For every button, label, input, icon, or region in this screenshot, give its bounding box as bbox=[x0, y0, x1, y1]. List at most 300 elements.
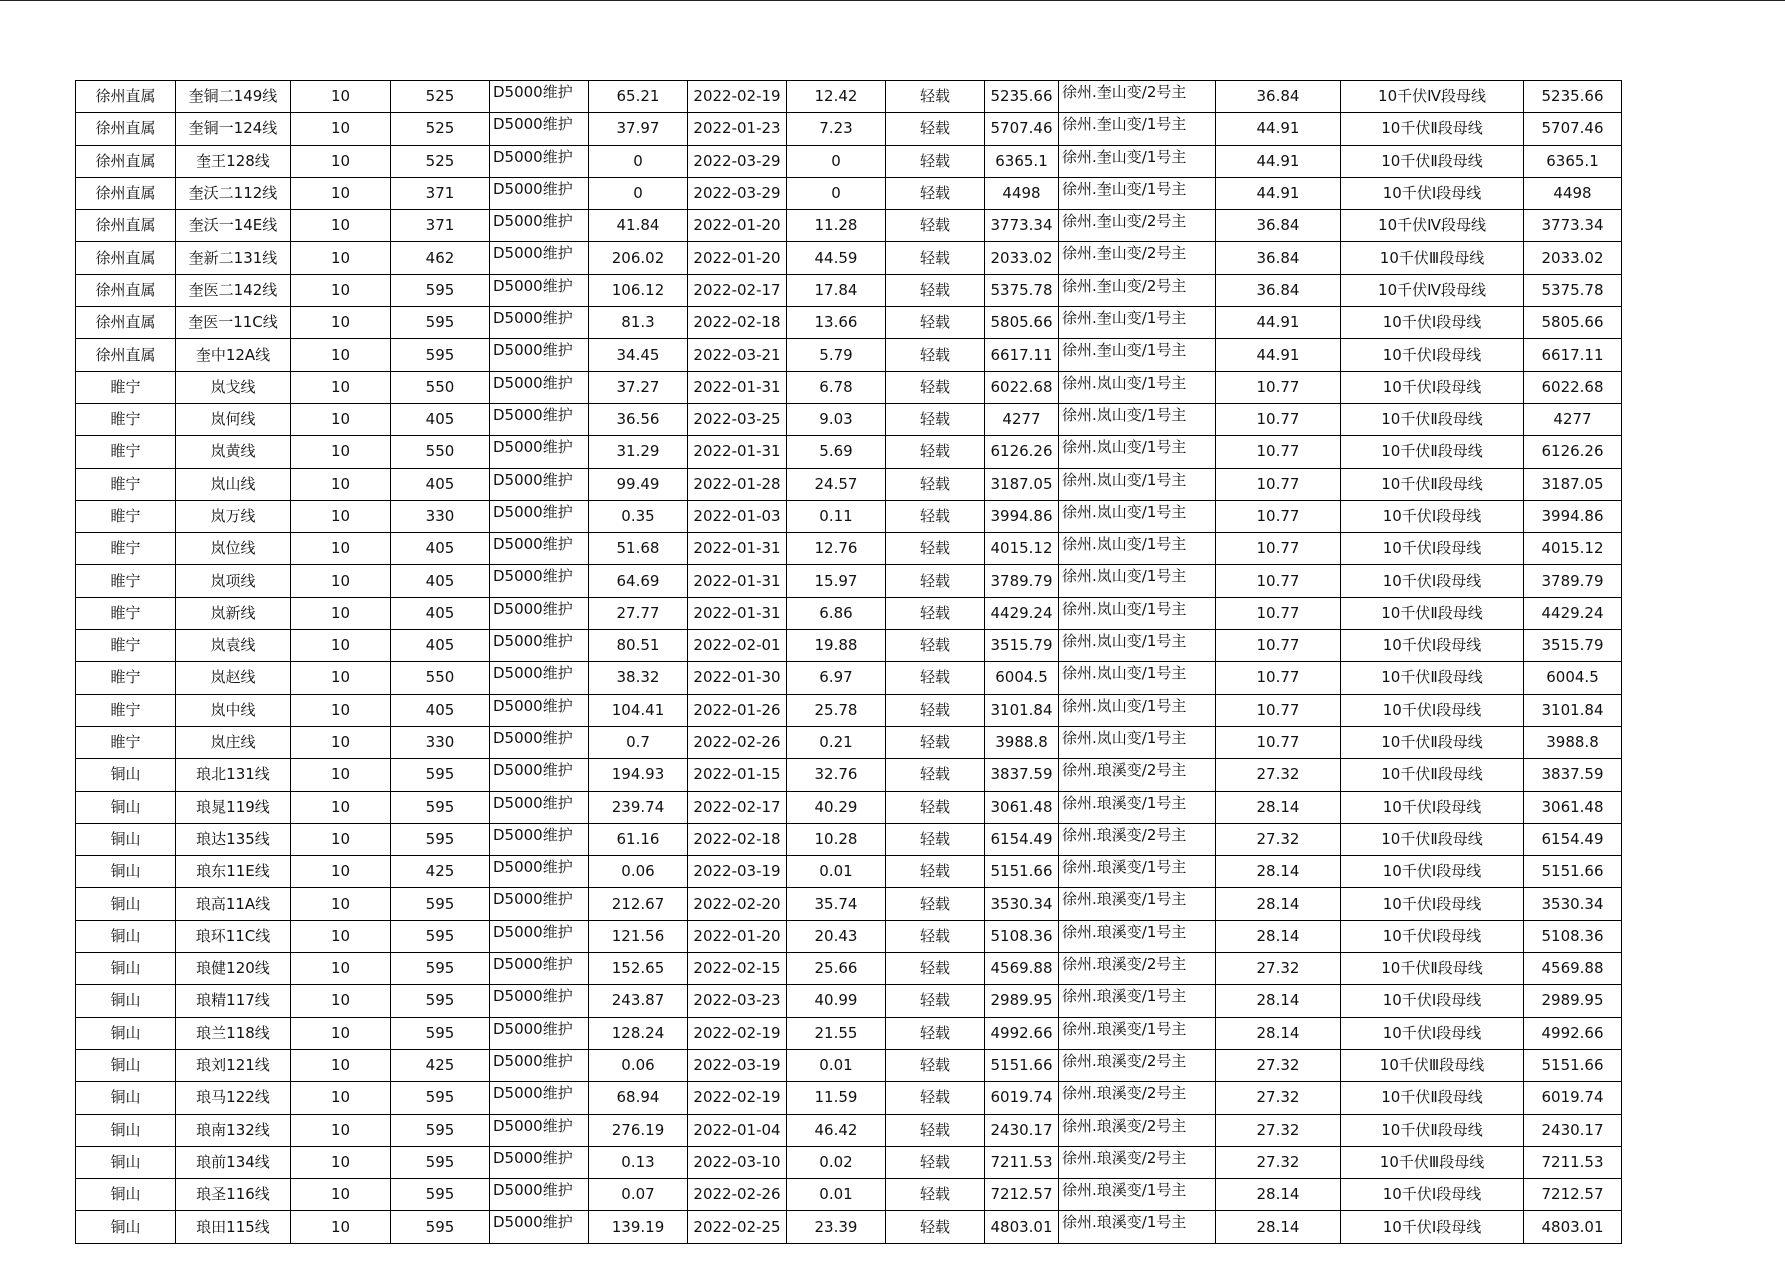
cell-voltage: 10 bbox=[291, 726, 391, 758]
cell-current: 37.97 bbox=[589, 113, 688, 145]
cell-district: 徐州直属 bbox=[76, 210, 176, 242]
cell-data-source bbox=[490, 113, 589, 145]
cell-text: D5000维护 bbox=[493, 438, 573, 457]
cell-capacity: 3837.59 bbox=[1524, 759, 1622, 791]
cell-data-source bbox=[490, 856, 589, 888]
cell-margin: 6019.74 bbox=[985, 1082, 1059, 1114]
cell-substation-transformer bbox=[1059, 210, 1216, 242]
cell-margin: 4569.88 bbox=[985, 953, 1059, 985]
cell-transformer-load-rate: 10.77 bbox=[1216, 597, 1341, 629]
cell-current: 0.7 bbox=[589, 726, 688, 758]
cell-voltage: 10 bbox=[291, 759, 391, 791]
table-row bbox=[76, 856, 1622, 888]
cell-margin: 5151.66 bbox=[985, 856, 1059, 888]
cell-text: 徐州.琅溪变/2号主 bbox=[1062, 1116, 1187, 1135]
cell-text: 徐州.岚山变/1号主 bbox=[1062, 567, 1187, 586]
cell-capacity: 4803.01 bbox=[1524, 1211, 1622, 1243]
cell-transformer-load-rate: 36.84 bbox=[1216, 81, 1341, 113]
table-row bbox=[76, 1082, 1622, 1114]
cell-text: D5000维护 bbox=[493, 890, 573, 909]
cell-capacity: 3187.05 bbox=[1524, 468, 1622, 500]
cell-voltage: 10 bbox=[291, 113, 391, 145]
cell-load-rate: 25.66 bbox=[787, 953, 886, 985]
cell-margin: 4429.24 bbox=[985, 597, 1059, 629]
cell-load-status: 轻载 bbox=[886, 307, 985, 339]
cell-date: 2022-03-25 bbox=[688, 403, 787, 435]
cell-current: 61.16 bbox=[589, 823, 688, 855]
cell-text: 徐州.岚山变/1号主 bbox=[1062, 373, 1187, 392]
cell-line-name: 奎王128线 bbox=[176, 145, 291, 177]
cell-text: 徐州.琅溪变/1号主 bbox=[1062, 1213, 1187, 1232]
cell-district: 铜山 bbox=[76, 759, 176, 791]
cell-data-source bbox=[490, 242, 589, 274]
table-row bbox=[76, 403, 1622, 435]
cell-current: 64.69 bbox=[589, 565, 688, 597]
cell-voltage: 10 bbox=[291, 597, 391, 629]
cell-district: 睢宁 bbox=[76, 436, 176, 468]
cell-rated-current: 405 bbox=[391, 468, 490, 500]
cell-transformer-load-rate: 10.77 bbox=[1216, 726, 1341, 758]
cell-data-source bbox=[490, 274, 589, 306]
cell-line-name: 奎铜一124线 bbox=[176, 113, 291, 145]
cell-capacity: 3530.34 bbox=[1524, 888, 1622, 920]
cell-bus-section: 10千伏Ⅰ段母线 bbox=[1341, 500, 1524, 532]
cell-bus-section: 10千伏Ⅰ段母线 bbox=[1341, 1179, 1524, 1211]
cell-rated-current: 595 bbox=[391, 985, 490, 1017]
cell-rated-current: 595 bbox=[391, 274, 490, 306]
cell-bus-section: 10千伏Ⅰ段母线 bbox=[1341, 985, 1524, 1017]
table-row bbox=[76, 339, 1622, 371]
cell-rated-current: 405 bbox=[391, 597, 490, 629]
table-row bbox=[76, 791, 1622, 823]
cell-voltage: 10 bbox=[291, 888, 391, 920]
cell-date: 2022-02-18 bbox=[688, 823, 787, 855]
cell-margin: 3515.79 bbox=[985, 630, 1059, 662]
cell-line-name: 奎铜二149线 bbox=[176, 81, 291, 113]
cell-load-status: 轻载 bbox=[886, 791, 985, 823]
cell-data-source bbox=[490, 307, 589, 339]
cell-bus-section: 10千伏Ⅰ段母线 bbox=[1341, 565, 1524, 597]
cell-capacity: 6617.11 bbox=[1524, 339, 1622, 371]
cell-margin: 3837.59 bbox=[985, 759, 1059, 791]
cell-load-status: 轻载 bbox=[886, 1082, 985, 1114]
cell-line-name: 琅达135线 bbox=[176, 823, 291, 855]
cell-data-source bbox=[490, 339, 589, 371]
table-row bbox=[76, 274, 1622, 306]
cell-rated-current: 595 bbox=[391, 1017, 490, 1049]
cell-text: D5000维护 bbox=[493, 922, 573, 941]
cell-substation-transformer bbox=[1059, 500, 1216, 532]
table-row bbox=[76, 145, 1622, 177]
cell-rated-current: 595 bbox=[391, 1146, 490, 1178]
cell-data-source bbox=[490, 371, 589, 403]
cell-voltage: 10 bbox=[291, 823, 391, 855]
cell-current: 106.12 bbox=[589, 274, 688, 306]
cell-line-name: 琅兰118线 bbox=[176, 1017, 291, 1049]
cell-text: 徐州.琅溪变/1号主 bbox=[1062, 987, 1187, 1006]
cell-date: 2022-02-19 bbox=[688, 81, 787, 113]
table-row bbox=[76, 500, 1622, 532]
cell-line-name: 琅北131线 bbox=[176, 759, 291, 791]
cell-load-status: 轻载 bbox=[886, 565, 985, 597]
cell-transformer-load-rate: 36.84 bbox=[1216, 274, 1341, 306]
cell-bus-section: 10千伏Ⅱ段母线 bbox=[1341, 468, 1524, 500]
cell-transformer-load-rate: 10.77 bbox=[1216, 436, 1341, 468]
cell-current: 206.02 bbox=[589, 242, 688, 274]
cell-capacity: 6154.49 bbox=[1524, 823, 1622, 855]
cell-load-status: 轻载 bbox=[886, 533, 985, 565]
cell-text: D5000维护 bbox=[493, 115, 573, 134]
cell-district: 睢宁 bbox=[76, 726, 176, 758]
cell-capacity: 2430.17 bbox=[1524, 1114, 1622, 1146]
table-row bbox=[76, 920, 1622, 952]
cell-capacity: 3789.79 bbox=[1524, 565, 1622, 597]
cell-bus-section: 10千伏Ⅰ段母线 bbox=[1341, 177, 1524, 209]
cell-current: 36.56 bbox=[589, 403, 688, 435]
cell-date: 2022-01-23 bbox=[688, 113, 787, 145]
cell-data-source bbox=[490, 1049, 589, 1081]
cell-capacity: 6019.74 bbox=[1524, 1082, 1622, 1114]
cell-text: D5000维护 bbox=[493, 244, 573, 263]
cell-substation-transformer bbox=[1059, 436, 1216, 468]
cell-rated-current: 595 bbox=[391, 307, 490, 339]
cell-text: 徐州.岚山变/1号主 bbox=[1062, 599, 1187, 618]
cell-margin: 3994.86 bbox=[985, 500, 1059, 532]
cell-load-status: 轻载 bbox=[886, 403, 985, 435]
cell-text: 徐州.琅溪变/2号主 bbox=[1062, 1051, 1187, 1070]
cell-rated-current: 595 bbox=[391, 791, 490, 823]
cell-text: D5000维护 bbox=[493, 502, 573, 521]
cell-district: 徐州直属 bbox=[76, 242, 176, 274]
cell-load-status: 轻载 bbox=[886, 210, 985, 242]
cell-bus-section: 10千伏Ⅲ段母线 bbox=[1341, 1146, 1524, 1178]
cell-voltage: 10 bbox=[291, 856, 391, 888]
cell-capacity: 6004.5 bbox=[1524, 662, 1622, 694]
cell-text: D5000维护 bbox=[493, 470, 573, 489]
cell-substation-transformer bbox=[1059, 759, 1216, 791]
cell-rated-current: 595 bbox=[391, 920, 490, 952]
cell-load-status: 轻载 bbox=[886, 630, 985, 662]
cell-load-rate: 0 bbox=[787, 145, 886, 177]
cell-district: 铜山 bbox=[76, 823, 176, 855]
cell-text: 徐州.琅溪变/1号主 bbox=[1062, 922, 1187, 941]
table-row bbox=[76, 1146, 1622, 1178]
cell-bus-section: 10千伏Ⅰ段母线 bbox=[1341, 307, 1524, 339]
cell-margin: 5375.78 bbox=[985, 274, 1059, 306]
cell-load-rate: 0.01 bbox=[787, 1179, 886, 1211]
cell-rated-current: 425 bbox=[391, 856, 490, 888]
cell-load-status: 轻载 bbox=[886, 856, 985, 888]
cell-substation-transformer bbox=[1059, 1082, 1216, 1114]
cell-margin: 3530.34 bbox=[985, 888, 1059, 920]
cell-line-name: 琅环11C线 bbox=[176, 920, 291, 952]
cell-date: 2022-02-18 bbox=[688, 307, 787, 339]
cell-line-name: 岚山线 bbox=[176, 468, 291, 500]
cell-load-rate: 0 bbox=[787, 177, 886, 209]
cell-voltage: 10 bbox=[291, 145, 391, 177]
cell-margin: 4015.12 bbox=[985, 533, 1059, 565]
cell-margin: 5805.66 bbox=[985, 307, 1059, 339]
cell-capacity: 4498 bbox=[1524, 177, 1622, 209]
cell-substation-transformer bbox=[1059, 177, 1216, 209]
cell-district: 铜山 bbox=[76, 856, 176, 888]
cell-current: 65.21 bbox=[589, 81, 688, 113]
cell-capacity: 5108.36 bbox=[1524, 920, 1622, 952]
cell-voltage: 10 bbox=[291, 985, 391, 1017]
cell-margin: 5235.66 bbox=[985, 81, 1059, 113]
cell-date: 2022-03-19 bbox=[688, 856, 787, 888]
cell-capacity: 3101.84 bbox=[1524, 694, 1622, 726]
cell-capacity: 4569.88 bbox=[1524, 953, 1622, 985]
cell-margin: 6022.68 bbox=[985, 371, 1059, 403]
cell-margin: 4803.01 bbox=[985, 1211, 1059, 1243]
cell-line-name: 奎沃二112线 bbox=[176, 177, 291, 209]
cell-district: 铜山 bbox=[76, 920, 176, 952]
cell-margin: 4277 bbox=[985, 403, 1059, 435]
cell-district: 徐州直属 bbox=[76, 307, 176, 339]
cell-rated-current: 550 bbox=[391, 662, 490, 694]
cell-bus-section: 10千伏Ⅳ段母线 bbox=[1341, 274, 1524, 306]
cell-district: 徐州直属 bbox=[76, 113, 176, 145]
cell-load-rate: 15.97 bbox=[787, 565, 886, 597]
cell-text: D5000维护 bbox=[493, 535, 573, 554]
cell-load-status: 轻载 bbox=[886, 468, 985, 500]
cell-transformer-load-rate: 36.84 bbox=[1216, 210, 1341, 242]
cell-transformer-load-rate: 27.32 bbox=[1216, 1114, 1341, 1146]
cell-line-name: 琅精117线 bbox=[176, 985, 291, 1017]
cell-load-rate: 6.97 bbox=[787, 662, 886, 694]
cell-margin: 3789.79 bbox=[985, 565, 1059, 597]
cell-current: 194.93 bbox=[589, 759, 688, 791]
cell-line-name: 琅圣116线 bbox=[176, 1179, 291, 1211]
table-row bbox=[76, 210, 1622, 242]
cell-load-status: 轻载 bbox=[886, 1114, 985, 1146]
cell-margin: 6617.11 bbox=[985, 339, 1059, 371]
cell-bus-section: 10千伏Ⅰ段母线 bbox=[1341, 630, 1524, 662]
cell-voltage: 10 bbox=[291, 242, 391, 274]
cell-load-rate: 35.74 bbox=[787, 888, 886, 920]
cell-line-name: 奎中12A线 bbox=[176, 339, 291, 371]
cell-line-name: 琅田115线 bbox=[176, 1211, 291, 1243]
cell-district: 睢宁 bbox=[76, 630, 176, 662]
cell-substation-transformer bbox=[1059, 856, 1216, 888]
cell-text: D5000维护 bbox=[493, 632, 573, 651]
cell-data-source bbox=[490, 1179, 589, 1211]
cell-district: 铜山 bbox=[76, 1049, 176, 1081]
cell-bus-section: 10千伏Ⅳ段母线 bbox=[1341, 81, 1524, 113]
cell-line-name: 琅刘121线 bbox=[176, 1049, 291, 1081]
cell-data-source bbox=[490, 1114, 589, 1146]
cell-line-name: 岚何线 bbox=[176, 403, 291, 435]
cell-date: 2022-03-21 bbox=[688, 339, 787, 371]
cell-rated-current: 595 bbox=[391, 1114, 490, 1146]
cell-transformer-load-rate: 28.14 bbox=[1216, 1179, 1341, 1211]
cell-district: 睢宁 bbox=[76, 403, 176, 435]
cell-margin: 2033.02 bbox=[985, 242, 1059, 274]
cell-bus-section: 10千伏Ⅱ段母线 bbox=[1341, 953, 1524, 985]
cell-transformer-load-rate: 36.84 bbox=[1216, 242, 1341, 274]
cell-text: 徐州.奎山变/2号主 bbox=[1062, 244, 1187, 263]
cell-rated-current: 462 bbox=[391, 242, 490, 274]
cell-transformer-load-rate: 28.14 bbox=[1216, 856, 1341, 888]
table-row bbox=[76, 242, 1622, 274]
cell-current: 0.07 bbox=[589, 1179, 688, 1211]
cell-margin: 3101.84 bbox=[985, 694, 1059, 726]
cell-capacity: 4015.12 bbox=[1524, 533, 1622, 565]
cell-substation-transformer bbox=[1059, 953, 1216, 985]
cell-data-source bbox=[490, 920, 589, 952]
cell-load-rate: 10.28 bbox=[787, 823, 886, 855]
cell-date: 2022-02-17 bbox=[688, 274, 787, 306]
cell-capacity: 6022.68 bbox=[1524, 371, 1622, 403]
cell-capacity: 5151.66 bbox=[1524, 1049, 1622, 1081]
cell-data-source bbox=[490, 823, 589, 855]
cell-transformer-load-rate: 10.77 bbox=[1216, 371, 1341, 403]
cell-bus-section: 10千伏Ⅱ段母线 bbox=[1341, 145, 1524, 177]
cell-load-rate: 0.01 bbox=[787, 1049, 886, 1081]
cell-rated-current: 595 bbox=[391, 953, 490, 985]
cell-date: 2022-01-31 bbox=[688, 597, 787, 629]
cell-current: 128.24 bbox=[589, 1017, 688, 1049]
cell-voltage: 10 bbox=[291, 791, 391, 823]
cell-voltage: 10 bbox=[291, 1049, 391, 1081]
table-row bbox=[76, 1049, 1622, 1081]
cell-transformer-load-rate: 10.77 bbox=[1216, 403, 1341, 435]
cell-data-source bbox=[490, 210, 589, 242]
cell-substation-transformer bbox=[1059, 1179, 1216, 1211]
cell-voltage: 10 bbox=[291, 436, 391, 468]
cell-date: 2022-02-19 bbox=[688, 1017, 787, 1049]
cell-bus-section: 10千伏Ⅱ段母线 bbox=[1341, 759, 1524, 791]
cell-transformer-load-rate: 28.14 bbox=[1216, 888, 1341, 920]
cell-load-status: 轻载 bbox=[886, 274, 985, 306]
cell-text: D5000维护 bbox=[493, 858, 573, 877]
cell-line-name: 岚项线 bbox=[176, 565, 291, 597]
cell-margin: 2430.17 bbox=[985, 1114, 1059, 1146]
cell-date: 2022-01-15 bbox=[688, 759, 787, 791]
cell-margin: 7212.57 bbox=[985, 1179, 1059, 1211]
cell-transformer-load-rate: 44.91 bbox=[1216, 307, 1341, 339]
cell-substation-transformer bbox=[1059, 888, 1216, 920]
cell-district: 睢宁 bbox=[76, 371, 176, 403]
cell-voltage: 10 bbox=[291, 1017, 391, 1049]
cell-data-source bbox=[490, 759, 589, 791]
cell-bus-section: 10千伏Ⅳ段母线 bbox=[1341, 210, 1524, 242]
cell-text: D5000维护 bbox=[493, 1051, 573, 1070]
cell-date: 2022-02-01 bbox=[688, 630, 787, 662]
cell-district: 铜山 bbox=[76, 888, 176, 920]
cell-data-source bbox=[490, 403, 589, 435]
cell-voltage: 10 bbox=[291, 468, 391, 500]
cell-text: 徐州.奎山变/2号主 bbox=[1062, 83, 1187, 101]
cell-district: 铜山 bbox=[76, 1082, 176, 1114]
cell-capacity: 3061.48 bbox=[1524, 791, 1622, 823]
cell-current: 0.13 bbox=[589, 1146, 688, 1178]
cell-load-status: 轻载 bbox=[886, 597, 985, 629]
cell-bus-section: 10千伏Ⅰ段母线 bbox=[1341, 888, 1524, 920]
cell-bus-section: 10千伏Ⅰ段母线 bbox=[1341, 920, 1524, 952]
cell-transformer-load-rate: 44.91 bbox=[1216, 145, 1341, 177]
cell-rated-current: 330 bbox=[391, 726, 490, 758]
cell-text: D5000维护 bbox=[493, 599, 573, 618]
cell-bus-section: 10千伏Ⅰ段母线 bbox=[1341, 791, 1524, 823]
cell-text: 徐州.奎山变/1号主 bbox=[1062, 179, 1187, 198]
cell-bus-section: 10千伏Ⅱ段母线 bbox=[1341, 662, 1524, 694]
cell-margin: 6365.1 bbox=[985, 145, 1059, 177]
cell-rated-current: 595 bbox=[391, 1211, 490, 1243]
cell-line-name: 岚戈线 bbox=[176, 371, 291, 403]
cell-rated-current: 371 bbox=[391, 210, 490, 242]
cell-rated-current: 550 bbox=[391, 436, 490, 468]
cell-load-rate: 23.39 bbox=[787, 1211, 886, 1243]
cell-capacity: 4992.66 bbox=[1524, 1017, 1622, 1049]
table-row bbox=[76, 630, 1622, 662]
cell-margin: 4992.66 bbox=[985, 1017, 1059, 1049]
cell-text: 徐州.奎山变/1号主 bbox=[1062, 309, 1187, 328]
cell-text: 徐州.奎山变/1号主 bbox=[1062, 341, 1187, 360]
cell-date: 2022-01-03 bbox=[688, 500, 787, 532]
cell-data-source bbox=[490, 953, 589, 985]
cell-voltage: 10 bbox=[291, 1179, 391, 1211]
cell-date: 2022-01-20 bbox=[688, 920, 787, 952]
table-row bbox=[76, 985, 1622, 1017]
page-top-rule bbox=[0, 0, 1785, 1]
cell-bus-section: 10千伏Ⅱ段母线 bbox=[1341, 436, 1524, 468]
cell-current: 276.19 bbox=[589, 1114, 688, 1146]
cell-margin: 7211.53 bbox=[985, 1146, 1059, 1178]
cell-data-source bbox=[490, 468, 589, 500]
cell-load-status: 轻载 bbox=[886, 436, 985, 468]
cell-date: 2022-03-23 bbox=[688, 985, 787, 1017]
cell-data-source bbox=[490, 177, 589, 209]
cell-voltage: 10 bbox=[291, 81, 391, 113]
cell-rated-current: 371 bbox=[391, 177, 490, 209]
cell-load-rate: 11.59 bbox=[787, 1082, 886, 1114]
cell-voltage: 10 bbox=[291, 533, 391, 565]
cell-capacity: 3773.34 bbox=[1524, 210, 1622, 242]
cell-capacity: 2989.95 bbox=[1524, 985, 1622, 1017]
cell-current: 0.35 bbox=[589, 500, 688, 532]
cell-rated-current: 525 bbox=[391, 145, 490, 177]
cell-district: 睢宁 bbox=[76, 565, 176, 597]
table-row bbox=[76, 113, 1622, 145]
cell-rated-current: 595 bbox=[391, 1082, 490, 1114]
cell-text: 徐州.琅溪变/2号主 bbox=[1062, 825, 1187, 844]
cell-date: 2022-02-26 bbox=[688, 726, 787, 758]
cell-rated-current: 595 bbox=[391, 1179, 490, 1211]
cell-margin: 3061.48 bbox=[985, 791, 1059, 823]
cell-date: 2022-01-31 bbox=[688, 533, 787, 565]
cell-current: 0 bbox=[589, 145, 688, 177]
cell-load-status: 轻载 bbox=[886, 339, 985, 371]
cell-text: 徐州.岚山变/1号主 bbox=[1062, 438, 1187, 457]
cell-substation-transformer bbox=[1059, 403, 1216, 435]
cell-margin: 6154.49 bbox=[985, 823, 1059, 855]
cell-current: 0 bbox=[589, 177, 688, 209]
cell-rated-current: 595 bbox=[391, 888, 490, 920]
cell-bus-section: 10千伏Ⅰ段母线 bbox=[1341, 694, 1524, 726]
cell-rated-current: 405 bbox=[391, 694, 490, 726]
cell-capacity: 5707.46 bbox=[1524, 113, 1622, 145]
cell-load-rate: 7.23 bbox=[787, 113, 886, 145]
cell-date: 2022-01-26 bbox=[688, 694, 787, 726]
cell-bus-section: 10千伏Ⅲ段母线 bbox=[1341, 1049, 1524, 1081]
table-body bbox=[76, 81, 1622, 1244]
table-row bbox=[76, 823, 1622, 855]
cell-substation-transformer bbox=[1059, 920, 1216, 952]
cell-capacity: 4277 bbox=[1524, 403, 1622, 435]
cell-district: 睢宁 bbox=[76, 468, 176, 500]
